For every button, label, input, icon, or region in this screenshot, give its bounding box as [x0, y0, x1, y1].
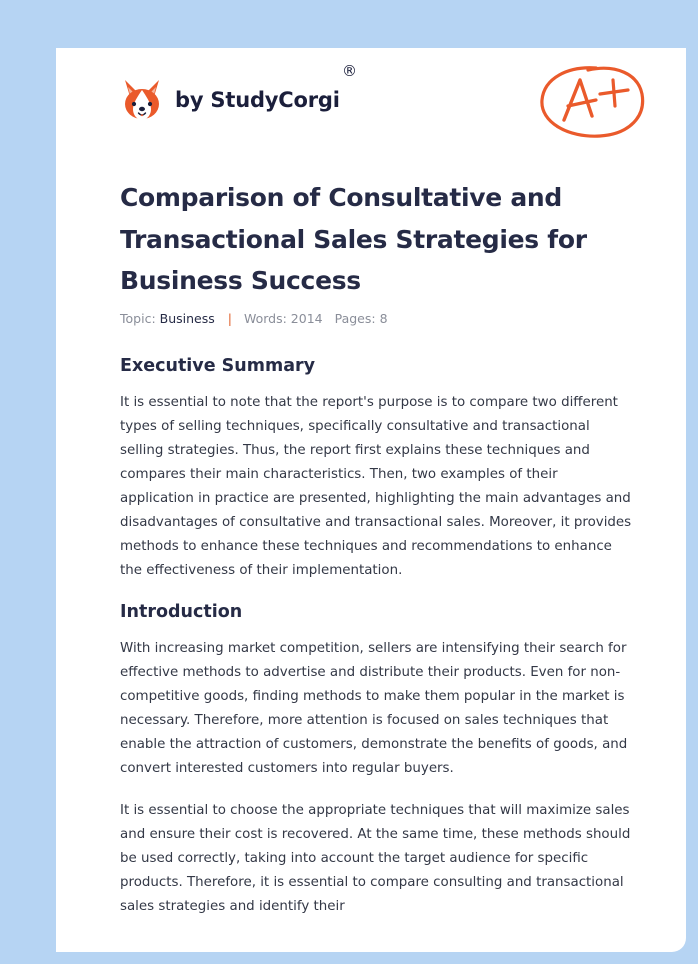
topic-label: Topic: — [120, 311, 156, 326]
a-plus-grade-icon — [538, 58, 650, 142]
words-label: Words: — [243, 311, 287, 326]
section-heading-executive-summary: Executive Summary — [120, 356, 316, 376]
meta-separator: | — [227, 311, 232, 326]
brand-name: by StudyCorgi — [175, 88, 340, 112]
words-count: 2014 — [290, 311, 323, 326]
introduction-paragraph-2: It is essential to choose the appropriate techniques that will maximize sales and ensure their cost is recovered. At the same time, these methods should be used correctly, taking into account the target audience for specific products. Therefore, it is essential to compare consulting and transactional sales strategies and identify their — [120, 803, 631, 914]
pages-count: 8 — [379, 311, 388, 326]
document-page — [56, 48, 686, 952]
studycorgi-logo[interactable] — [122, 76, 340, 124]
topic-link[interactable]: Business — [159, 311, 215, 326]
corgi-head-icon — [122, 78, 162, 122]
section-heading-introduction: Introduction — [120, 602, 243, 622]
document-meta — [120, 311, 388, 326]
executive-summary-paragraph: It is essential to note that the report's purpose is to compare two different types of selling techniques, specifically consultative and transactional selling strategies. Thus, the report first explains these techniques and compares their main characteristics. Then, two examples of their application in practice are presented, highlighting the main advantages and disadvantages of consultative and transactional sales. Moreover, it provides methods to enhance these techniques and recommendations to enhance the effectiveness of their implementation. — [120, 395, 632, 578]
document-title: Comparison of Consultative and Transactional Sales Strategies for Business Success — [120, 183, 587, 295]
introduction-paragraph-1: With increasing market competition, sellers are intensifying their search for effective methods to advertise and distribute their products. Even for non-competitive goods, finding methods to make them popular in the market is necessary. Therefore, more attention is focused on sales techniques that enable the attraction of customers, demonstrate the benefits of goods, and convert interested customers into regular buyers. — [120, 641, 628, 776]
registered-mark: ® — [342, 62, 357, 80]
pages-label: Pages: — [334, 311, 376, 326]
